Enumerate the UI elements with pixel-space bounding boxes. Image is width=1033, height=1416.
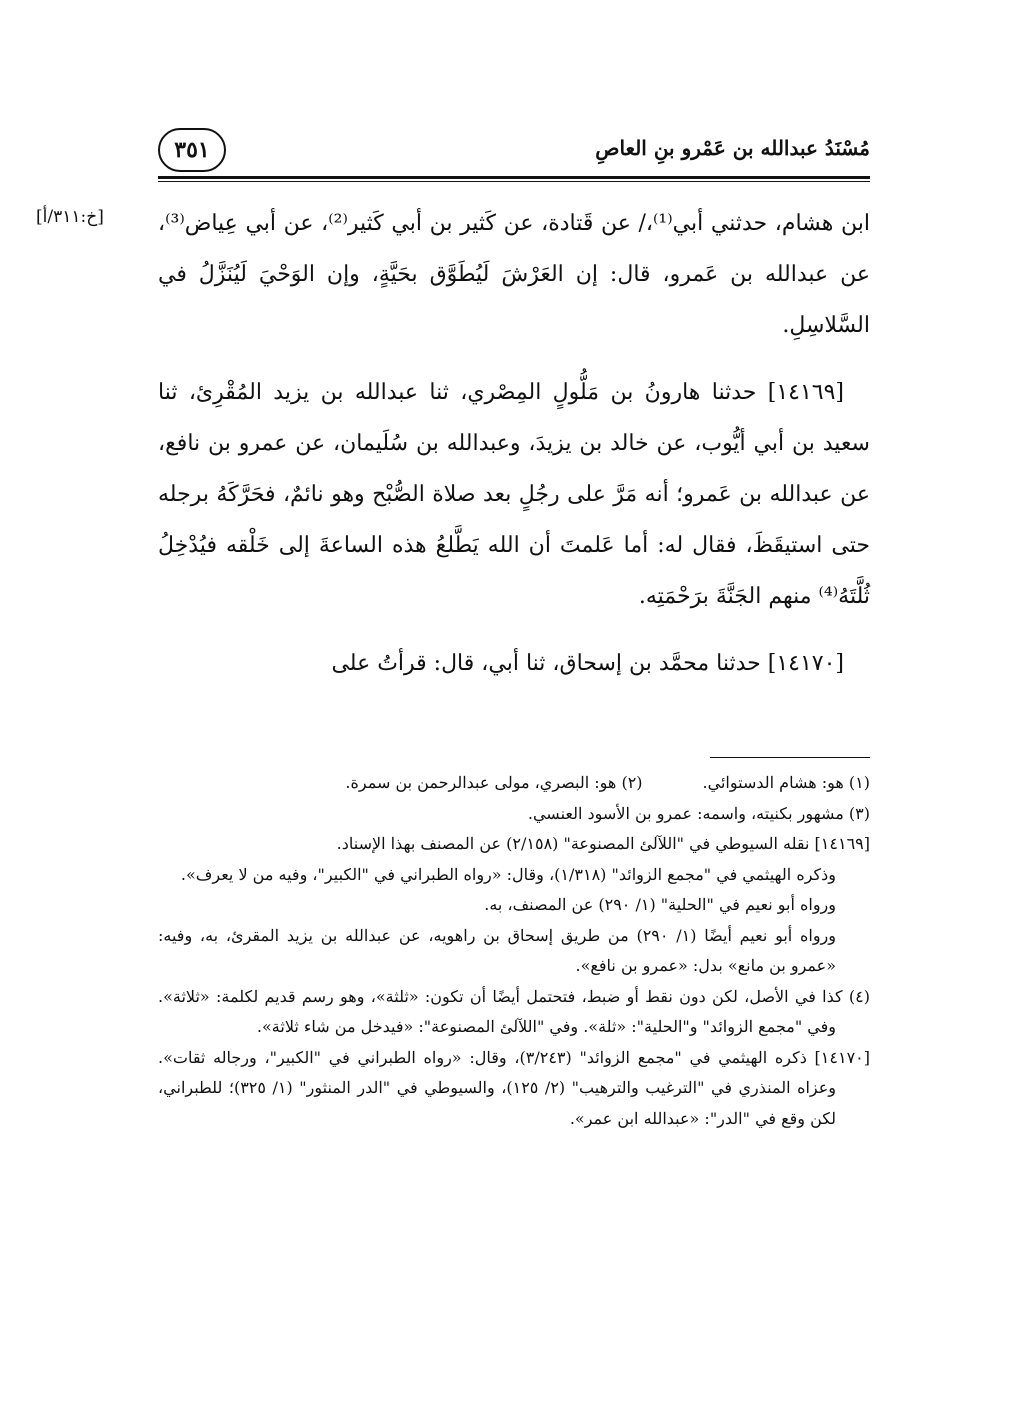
footnotes	[158, 768, 870, 1134]
manuscript-folio-ref: [خ:٣١١/أ]	[36, 207, 104, 227]
footnote-14169-haythami: وذكره الهيثمي في "مجمع الزوائد" (١/٣١٨)، وقال: «رواه الطبراني في "الكبير"، وفيه من لا يعرف».	[180, 864, 836, 884]
running-title: مُسْنَدُ عبدالله بن عَمْرو بنِ العاصِ	[595, 136, 870, 160]
footnote-separator	[710, 757, 870, 758]
header-rule	[158, 176, 870, 179]
footnote-1: (١) هو: هشام الدستوائي.	[702, 773, 870, 792]
footnote-14169-hilya-2: ورواه أبو نعيم أيضًا (١/ ٢٩٠) من طريق إسحاق بن راهويه، عن عبدالله بن يزيد المقرئ، به، وفيه: «عمرو بن مانع» بدل: «عمرو بن نافع».	[158, 925, 836, 975]
footnote-14170: [١٤١٧٠] ذكره الهيثمي في "مجمع الزوائد" (٣/٢٤٣)، وقال: «رواه الطبراني في "الكبير"، ورجاله ثقات». وعزاه المنذري في "الترغيب والترهيب" (٢/ ١٢٥)، والسيوطي في "الدر المنثور" (١/ ٣٢٥)؛ للطبراني، لكن وقع في "الدر": «عبدالله ابن عمر».	[158, 1047, 871, 1128]
header-rule-thin	[158, 181, 870, 182]
running-header	[158, 118, 870, 178]
hadith-14169: [١٤١٦٩] حدثنا هارونُ بن مَلُّولٍ المِصْري، ثنا عبدالله بن يزيد المُقْرِئ، ثنا سعيد بن أبي أيُّوب، عن خالد بن يزيدَ، وعبدالله بن سُلَيمان، عن عمرو بن نافع، عن عبدالله بن عَمرو؛ أنه مَرَّ على رجُلٍ بعد صلاة الصُّبْح وهو نائمٌ، فحَرَّكَهُ برجله حتى استيقَظَ، فقال له: أما عَلمتَ أن الله يَطَّلعُ هذه الساعةَ إلى خَلْقه فيُدْخِلُ ثُلَّتَهُ⁽⁴⁾ منهم الجَنَّةَ برَحْمَتِه.	[158, 380, 870, 609]
footnote-3: (٣) مشهور بكنيته، واسمه: عمرو بن الأسود العنسي.	[527, 803, 870, 823]
page-number: ٣٥١	[158, 128, 226, 172]
footnote-2: (٢) هو: البصري، مولى عبدالرحمن بن سمرة.	[345, 773, 643, 792]
footnote-row-1-2	[158, 768, 870, 799]
paragraph-continuation: ابن هشام، حدثني أبي⁽¹⁾،/ عن قَتادة، عن كَثير بن أبي كَثير⁽²⁾، عن أبي عِياض⁽³⁾، عن عبدالله بن عَمرو، قال: إن العَرْشَ لَيُطَوَّق بحَيَّةٍ، وإن الوَحْيَ لَيُنَزَّلُ في السَّلاسِلِ.	[158, 211, 870, 338]
main-text	[158, 198, 870, 705]
footnote-4: (٤) كذا في الأصل، لكن دون نقط أو ضبط، فتحتمل أيضًا أن تكون: «ثلثة»، وهو رسم قديم لكلمة: «ثلاثة». وفي "مجمع الزوائد" و"الحلية": «ثلة». وفي "اللآلئ المصنوعة": «فيدخل من شاء ثلاثة».	[158, 986, 870, 1036]
footnote-14169: [١٤١٦٩] نقله السيوطي في "اللآلئ المصنوعة" (٢/١٥٨) عن المصنف بهذا الإسناد.	[336, 834, 870, 853]
hadith-14170: [١٤١٧٠] حدثنا محمَّد بن إسحاق، ثنا أبي، قال: قرأتُ على	[331, 651, 844, 676]
footnote-14169-hilya: ورواه أبو نعيم في "الحلية" (١/ ٢٩٠) عن المصنف، به.	[484, 895, 836, 914]
